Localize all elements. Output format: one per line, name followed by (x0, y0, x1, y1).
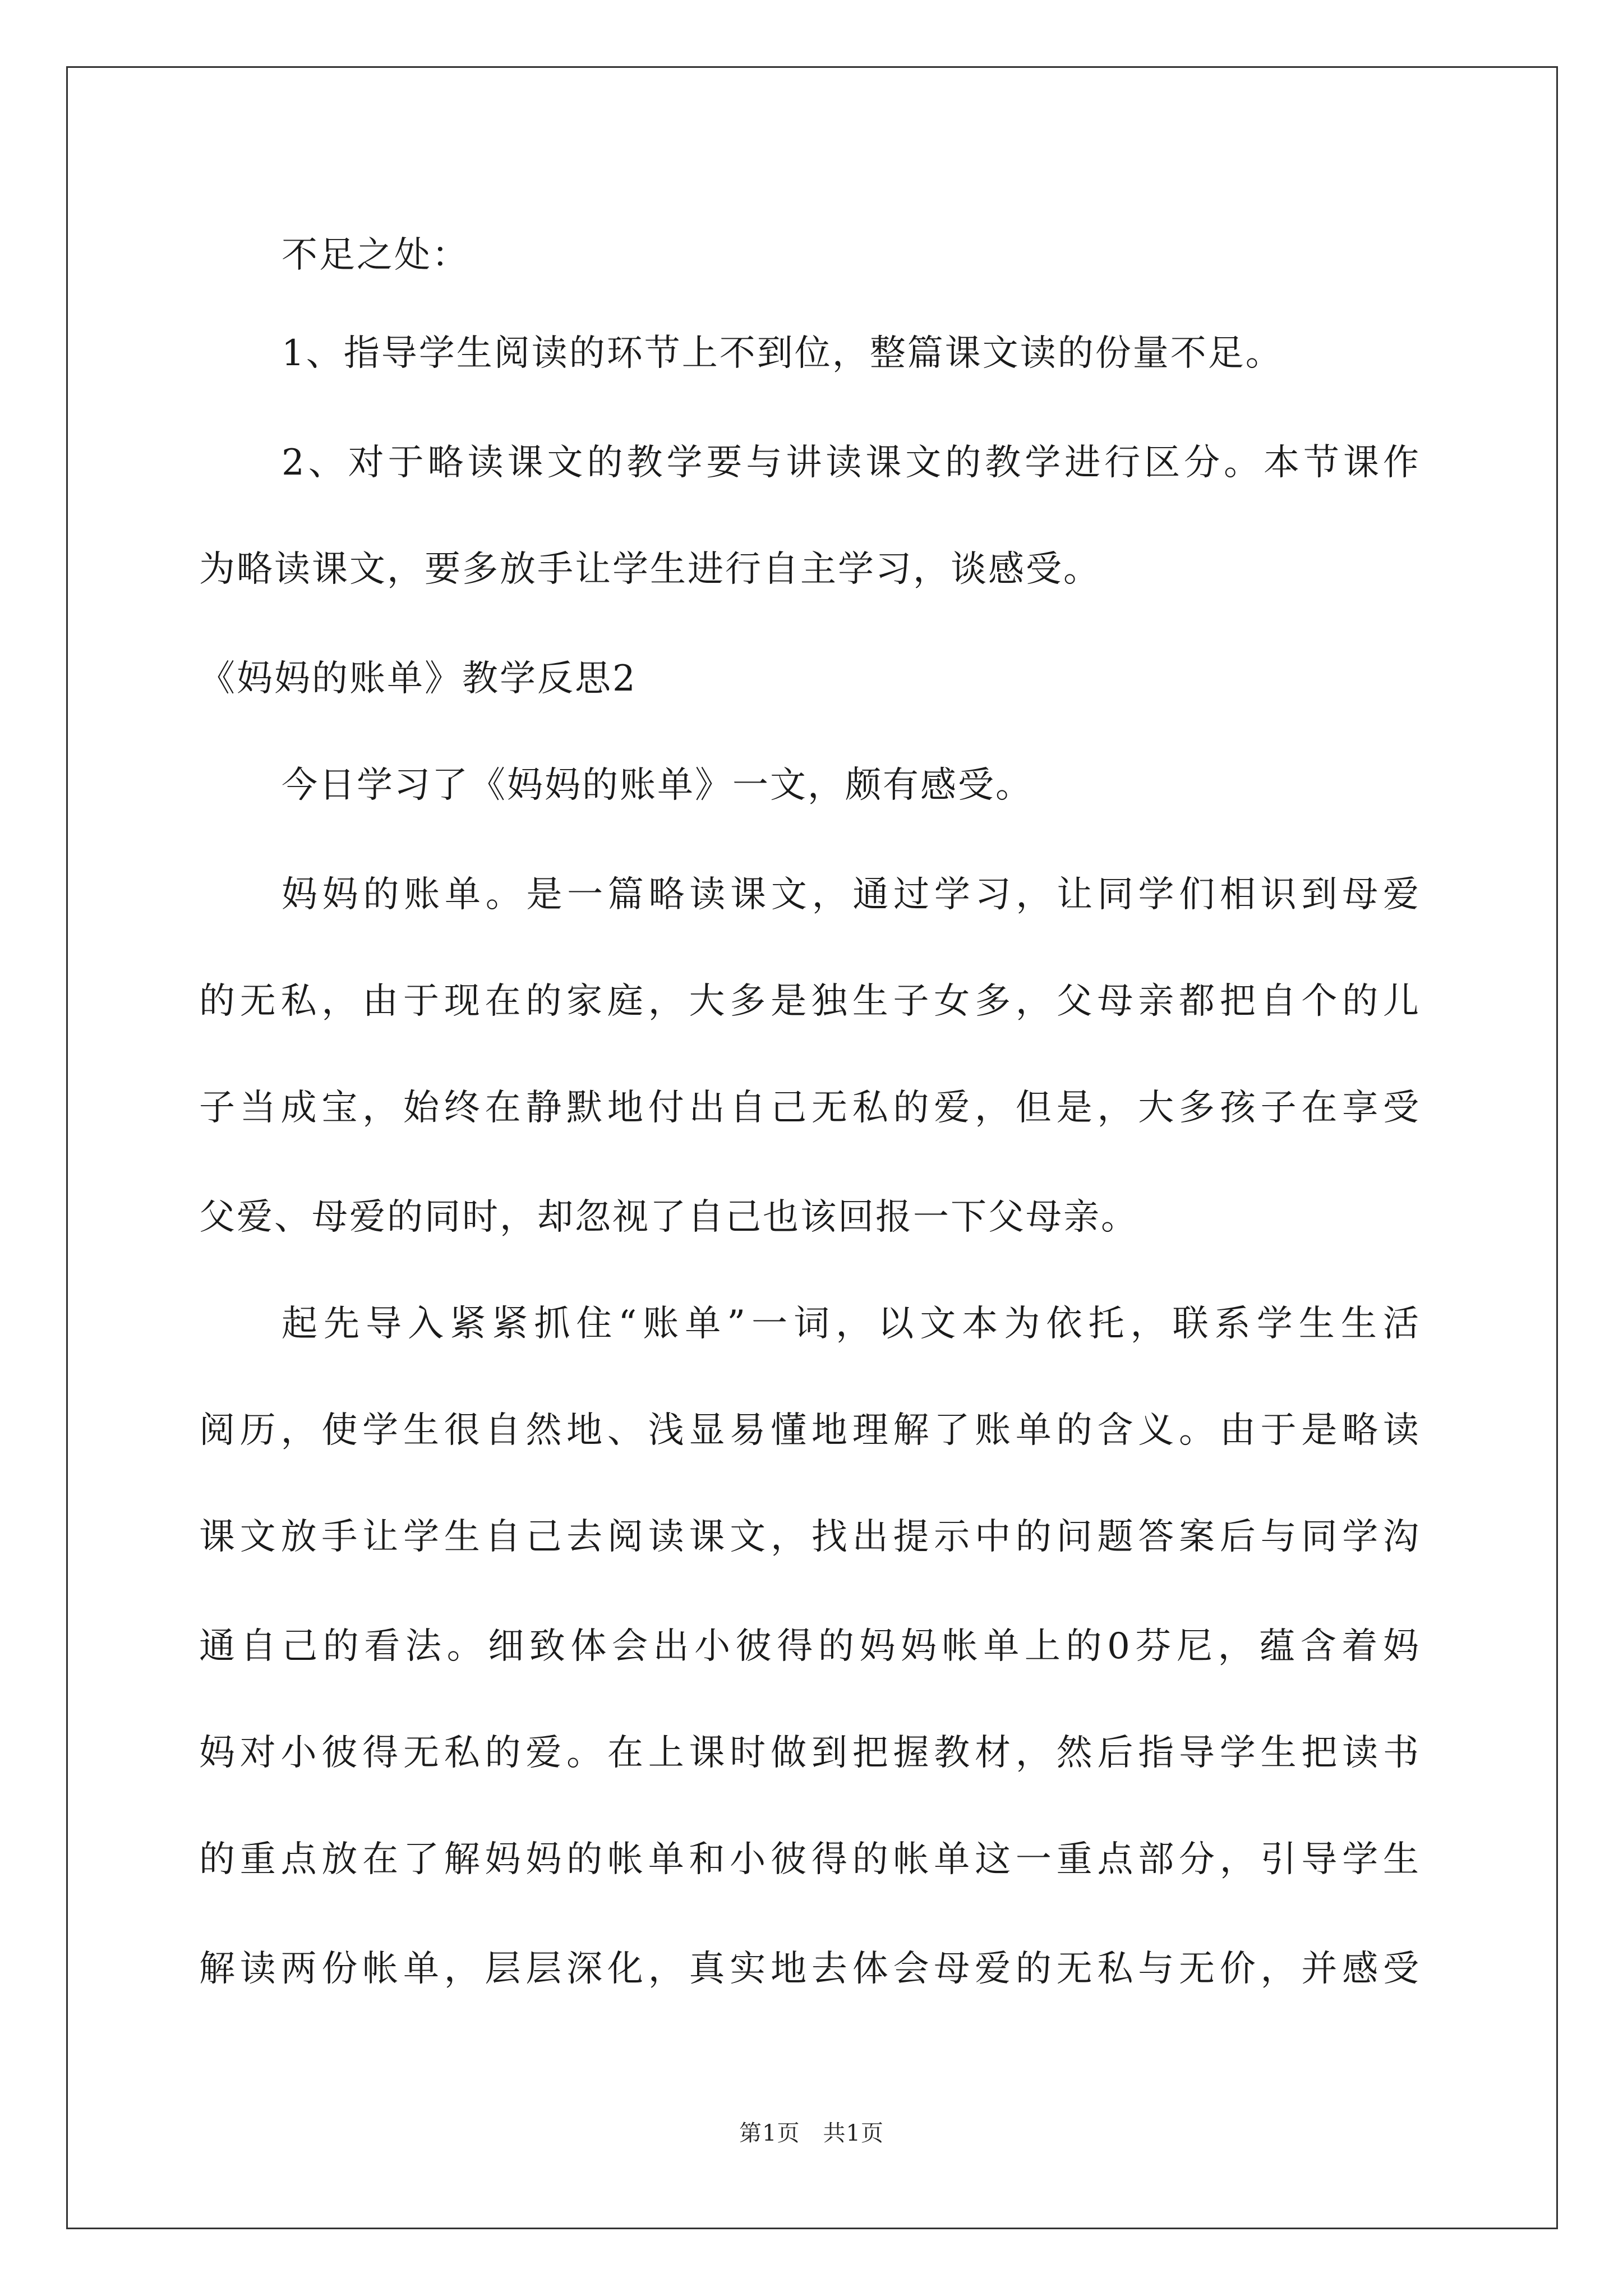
text-line: 的重点放在了解妈妈的帐单和小彼得的帐单这一重点部分，引导学生 (199, 1839, 1421, 1880)
text-line: 不足之处： (282, 234, 469, 276)
text-line: 父爱、母爱的同时，却忽视了自己也该回报一下父母亲。 (199, 1197, 1138, 1238)
page-footer: 第1页 共1页 (739, 2120, 884, 2146)
text-line: 今日学习了《妈妈的账单》一文，颇有感受。 (282, 765, 1033, 806)
text-line: 子当成宝，始终在静默地付出自己无私的爱，但是，大多孩子在享受 (199, 1087, 1421, 1129)
text-line: 2、对于略读课文的教学要与讲读课文的教学进行区分。本节课作 (282, 442, 1421, 484)
text-line: 的无私，由于现在的家庭，大多是独生子女多，父母亲都把自个的儿 (199, 981, 1421, 1022)
text-line: 为略读课文，要多放手让学生进行自主学习，谈感受。 (199, 549, 1101, 590)
text-line: 妈妈的账单。是一篇略读课文，通过学习，让同学们相识到母爱 (282, 874, 1421, 915)
text-line: 课文放手让学生自己去阅读课文，找出提示中的问题答案后与同学沟 (199, 1516, 1421, 1558)
page-border (66, 66, 1558, 2229)
text-line: 妈对小彼得无私的爱。在上课时做到把握教材，然后指导学生把读书 (199, 1732, 1421, 1774)
text-line: 1、指导学生阅读的环节上不到位，整篇课文读的份量不足。 (282, 333, 1283, 374)
text-line: 通自己的看法。细致体会出小彼得的妈妈帐单上的0芬尼，蕴含着妈 (199, 1626, 1421, 1667)
text-line: 起先导入紧紧抓住“账单”一词，以文本为依托，联系学生生活 (282, 1303, 1421, 1345)
text-line: 解读两份帐单，层层深化，真实地去体会母爱的无私与无价，并感受 (199, 1948, 1421, 1990)
text-line: 阅历，使学生很自然地、浅显易懂地理解了账单的含义。由于是略读 (199, 1410, 1421, 1451)
section-heading: 《妈妈的账单》教学反思2 (199, 658, 637, 700)
